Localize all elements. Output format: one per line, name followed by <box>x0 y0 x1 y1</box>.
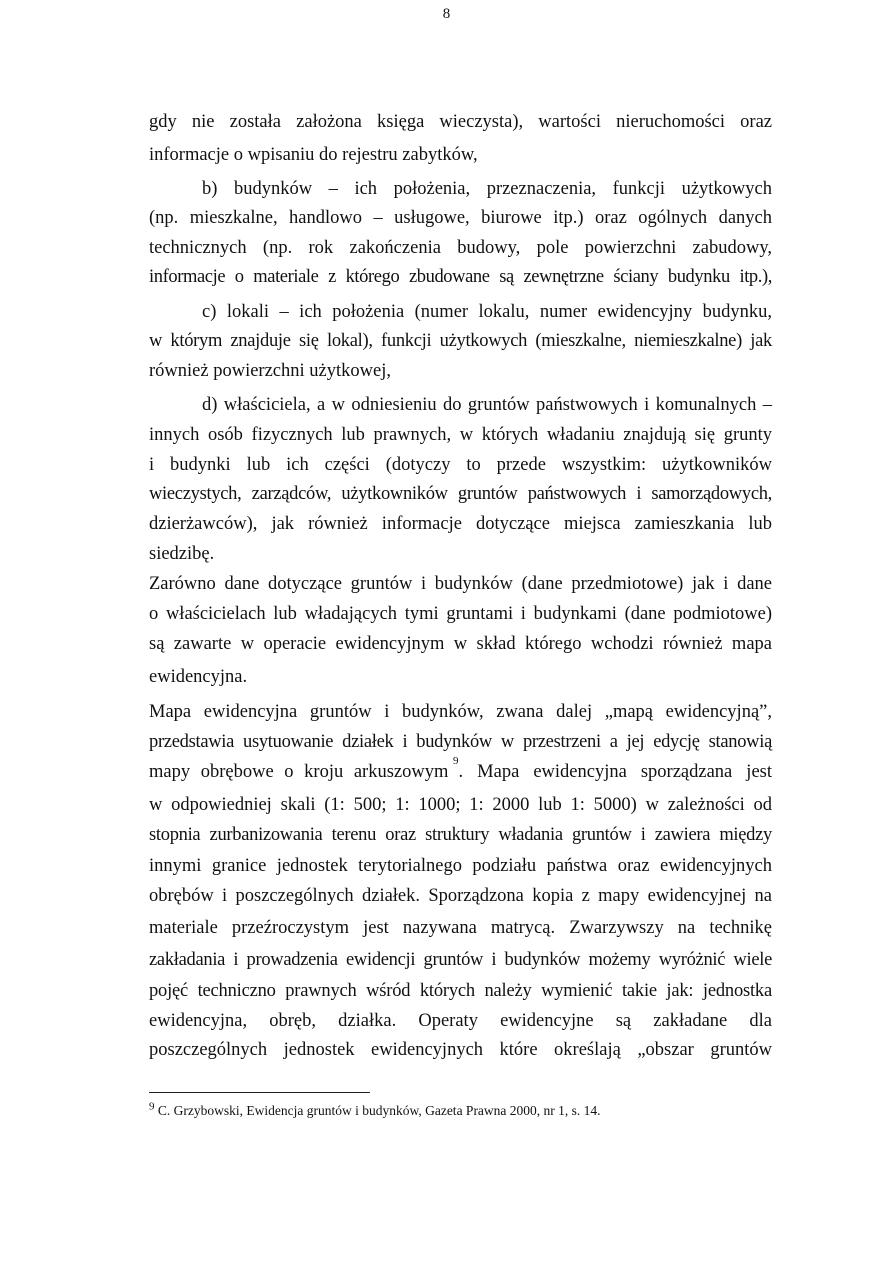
text-line: b) budynków – ich położenia, przeznaczenia, funkcji użytkowych <box>202 179 772 199</box>
text-line: poszczególnych jednostek ewidencyjnych które określają „obszar gruntów <box>149 1040 772 1060</box>
footnote-marker: 9 <box>149 1100 155 1113</box>
text-line: (np. mieszkalne, handlowo – usługowe, biurowe itp.) oraz ogólnych danych <box>149 208 772 228</box>
text-line: wieczystych, zarządców, użytkowników gruntów państwowych i samorządowych, <box>149 484 772 504</box>
text-line: ewidencyjna, obręb, działka. Operaty ewidencyjne są zakładane dla <box>149 1011 772 1031</box>
text-line: przedstawia usytuowanie działek i budynków w przestrzeni a jej edycję stanowią <box>149 732 772 752</box>
page-number: 8 <box>442 6 451 22</box>
text-line: informacje o wpisaniu do rejestru zabytków, <box>149 145 478 165</box>
text-line: technicznych (np. rok zakończenia budowy, pole powierzchni zabudowy, <box>149 238 772 258</box>
text-line: obrębów i poszczególnych działek. Sporządzona kopia z mapy ewidencyjnej na <box>149 886 772 906</box>
text-line: d) właściciela, a w odniesieniu do gruntów państwowych i komunalnych – <box>202 395 772 415</box>
text-line: w którym znajduje się lokal), funkcji użytkowych (mieszkalne, niemieszkalne) jak <box>149 331 772 351</box>
footnote-reference: 9 <box>453 755 459 767</box>
text-line: o właścicielach lub władających tymi gruntami i budynkami (dane podmiotowe) <box>149 604 772 624</box>
text-line: siedzibę. <box>149 544 215 564</box>
text-line: gdy nie została założona księga wieczysta), wartości nieruchomości oraz <box>149 112 772 132</box>
text-line: zakładania i prowadzenia ewidencji gruntów i budynków możemy wyróżnić wiele <box>149 950 772 970</box>
text-line: również powierzchni użytkowej, <box>149 361 391 381</box>
text-line: materiale przeźroczystym jest nazywana matrycą. Zwarzywszy na technikę <box>149 918 772 938</box>
text-line: dzierżawców), jak również informacje dotyczące miejsca zamieszkania lub <box>149 514 772 534</box>
text-line: pojęć techniczno prawnych wśród których należy wymienić takie jak: jednostka <box>149 981 772 1001</box>
text-line: ewidencyjna. <box>149 667 248 687</box>
text-line: i budynki lub ich części (dotyczy to przede wszystkim: użytkowników <box>149 455 772 475</box>
text-line: są zawarte w operacie ewidencyjnym w skład którego wchodzi również mapa <box>149 634 772 654</box>
footnote-text: C. Grzybowski, Ewidencja gruntów i budynków, Gazeta Prawna 2000, nr 1, s. 14. <box>154 1103 601 1118</box>
text-line: c) lokali – ich położenia (numer lokalu, numer ewidencyjny budynku, <box>202 302 772 322</box>
text-line: Zarówno dane dotyczące gruntów i budynków (dane przedmiotowe) jak i dane <box>149 574 772 594</box>
text-segment: . Mapa ewidencyjna sporządzana jest <box>458 762 772 782</box>
text-line: informacje o materiale z którego zbudowane są zewnętrzne ściany budynku itp.), <box>149 267 772 287</box>
footnote <box>149 1100 601 1119</box>
text-line: Mapa ewidencyjna gruntów i budynków, zwana dalej „mapą ewidencyjną”, <box>149 702 772 722</box>
footnote-separator <box>149 1092 370 1093</box>
text-line: w odpowiedniej skali (1: 500; 1: 1000; 1: 2000 lub 1: 5000) w zależności od <box>149 795 772 815</box>
text-line <box>149 755 772 783</box>
text-line: stopnia zurbanizowania terenu oraz struktury władania gruntów i zawiera między <box>149 825 772 845</box>
text-segment: mapy obrębowe o kroju arkuszowym <box>149 762 449 782</box>
text-line: innych osób fizycznych lub prawnych, w których władaniu znajdują się grunty <box>149 425 772 445</box>
text-line: innymi granice jednostek terytorialnego podziału państwa oraz ewidencyjnych <box>149 856 772 876</box>
